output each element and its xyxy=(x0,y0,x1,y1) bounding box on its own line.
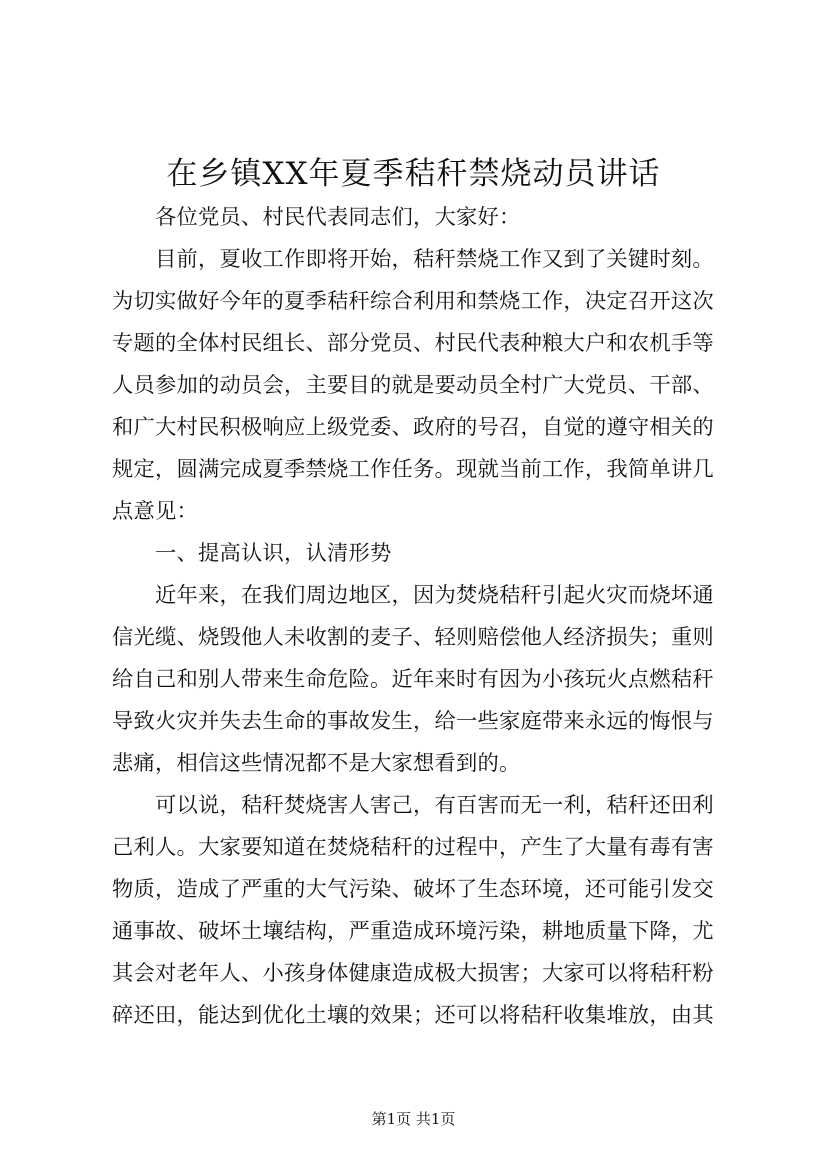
paragraph-line: 规定，圆满完成夏季禁烧工作任务。现就当前工作，我简单讲几 xyxy=(112,457,714,482)
paragraph-line: 通事故、破坏土壤结构，严重造成环境污染，耕地质量下降，尤 xyxy=(112,919,714,944)
paragraph-line: 为切实做好今年的夏季秸秆综合利用和禁烧工作，决定召开这次 xyxy=(112,289,714,314)
page-footer: 第1页 共1页 xyxy=(371,1110,456,1128)
paragraph-line: 人员参加的动员会，主要目的就是要动员全村广大党员、干部、 xyxy=(112,373,714,398)
paragraph-line: 目前，夏收工作即将开始，秸秆禁烧工作又到了关键时刻。 xyxy=(155,247,714,272)
paragraph-line: 导致火灾并失去生命的事故发生，给一些家庭带来永远的悔恨与 xyxy=(112,709,714,734)
paragraph-line: 点意见： xyxy=(112,499,198,524)
paragraph-line: 近年来，在我们周边地区，因为焚烧秸秆引起火灾而烧坏通 xyxy=(155,583,714,608)
paragraph-line: 己利人。大家要知道在焚烧秸秆的过程中，产生了大量有毒有害 xyxy=(112,835,714,860)
document-title: 在乡镇XX年夏季秸秆禁烧动员讲话 xyxy=(166,156,661,192)
paragraph-line: 物质，造成了严重的大气污染、破坏了生态环境，还可能引发交 xyxy=(112,877,714,902)
paragraph-line: 给自己和别人带来生命危险。近年来时有因为小孩玩火点燃秸秆 xyxy=(112,667,714,692)
paragraph-line: 信光缆、烧毁他人未收割的麦子、轻则赔偿他人经济损失；重则 xyxy=(112,625,714,650)
paragraph-line: 可以说，秸秆焚烧害人害己，有百害而无一利，秸秆还田利 xyxy=(155,793,714,818)
paragraph-line: 其会对老年人、小孩身体健康造成极大损害；大家可以将秸秆粉 xyxy=(112,961,714,986)
salutation-line: 各位党员、村民代表同志们，大家好： xyxy=(155,205,521,230)
section-heading: 一、提高认识，认清形势 xyxy=(155,541,392,566)
paragraph-line: 和广大村民积极响应上级党委、政府的号召，自觉的遵守相关的 xyxy=(112,415,714,440)
paragraph-line: 专题的全体村民组长、部分党员、村民代表种粮大户和农机手等 xyxy=(112,331,714,356)
paragraph-line: 碎还田，能达到优化土壤的效果；还可以将秸秆收集堆放，由其 xyxy=(112,1003,714,1028)
paragraph-line: 悲痛，相信这些情况都不是大家想看到的。 xyxy=(112,751,521,776)
